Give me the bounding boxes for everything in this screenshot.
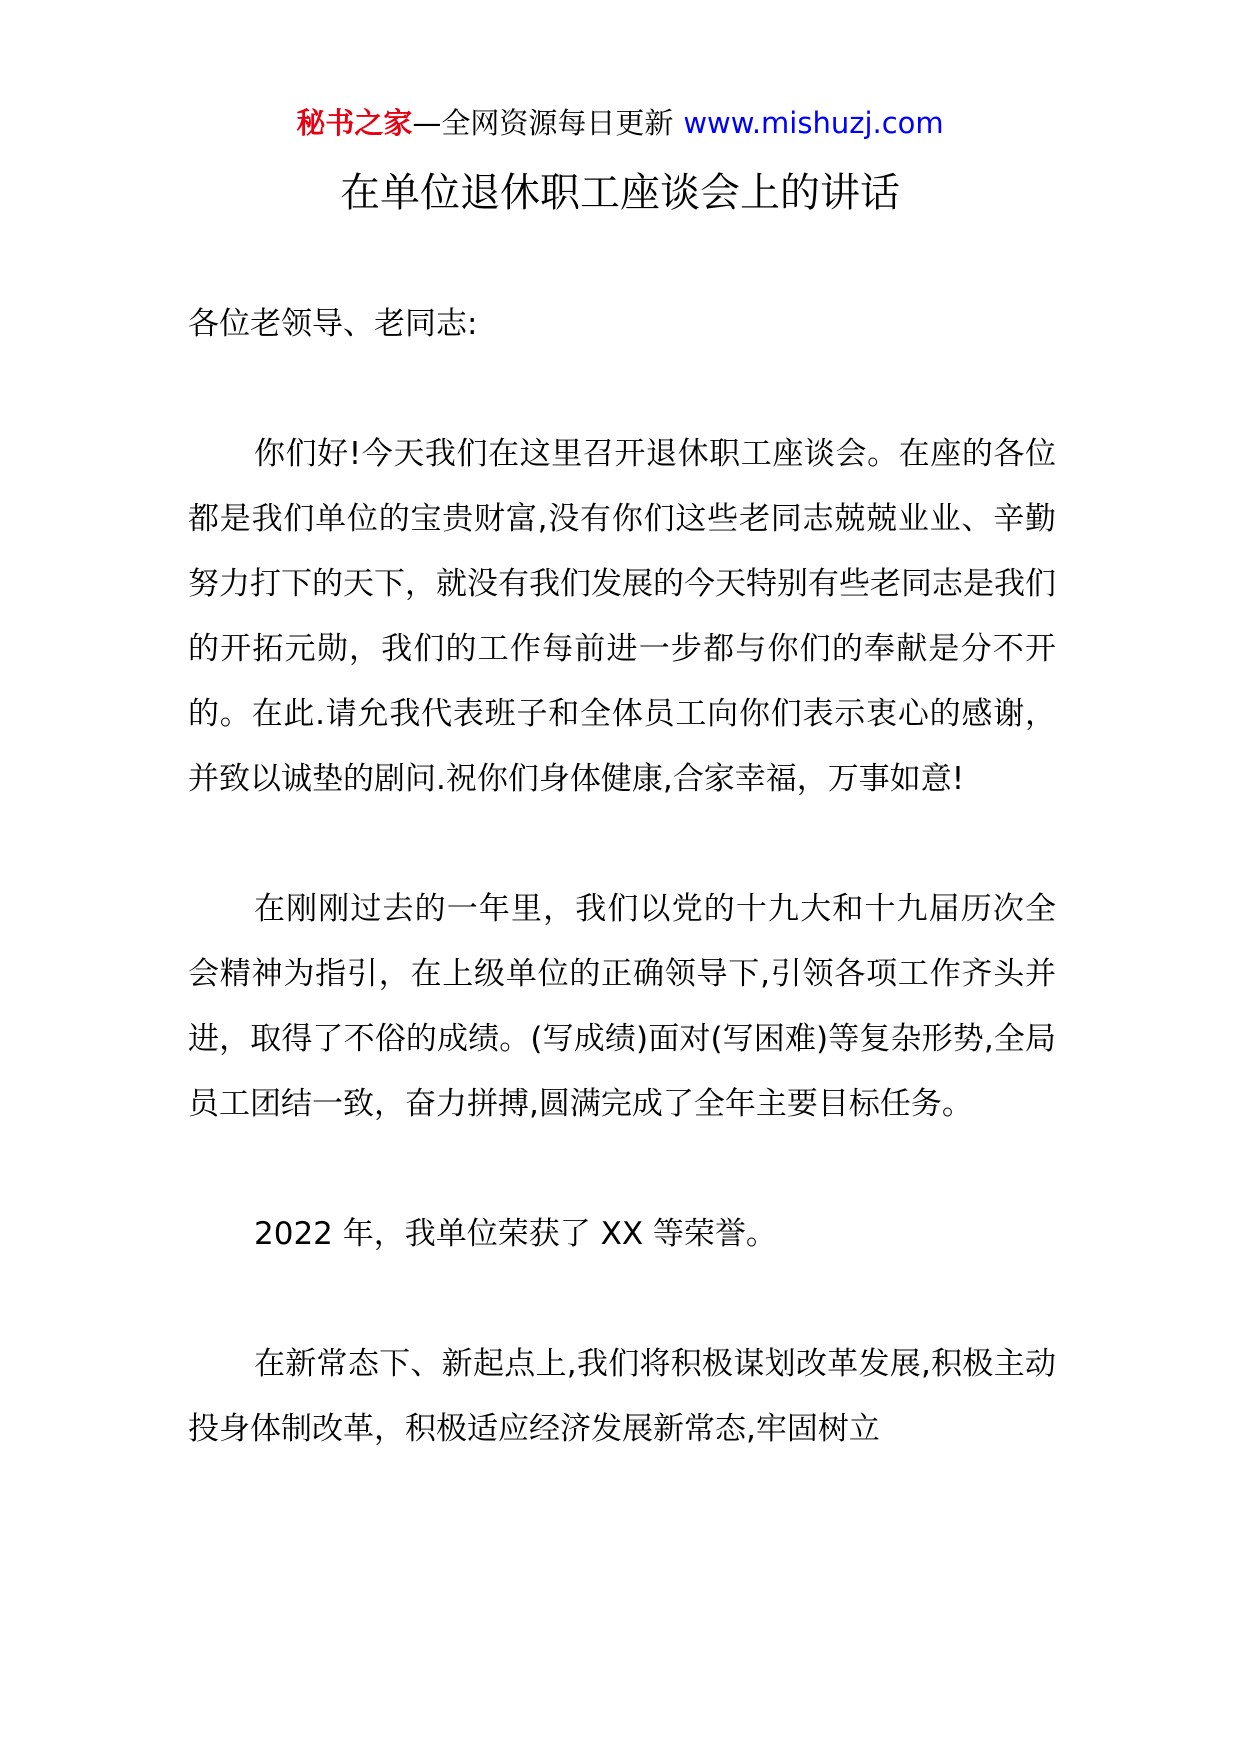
paragraph: 在新常态下、新起点上,我们将积极谋划改革发展,积极主动投身体制改革，积极适应经济发展新常态,牢固树立: [188, 1346, 1056, 1447]
document-body: [188, 292, 1056, 1527]
paragraph: 2022 年，我单位荣获了 XX 等荣誉。: [254, 1216, 777, 1252]
paragraph: 你们好!今天我们在这里召开退休职工座谈会。在座的各位都是我们单位的宝贵财富,没有你们这些老同志兢兢业业、辛勤努力打下的天下，就没有我们发展的今天特别有些老同志是我们的开拓元勋，我们的工作每前进一步都与你们的奉献是分不开的。在此.请允我代表班子和全体员工向你们表示衷心的感谢，并致以诚垫的剧问.祝你们身体健康,合家幸福，万事如意!: [188, 436, 1056, 797]
document-title: 在单位退休职工座谈会上的讲话: [340, 170, 900, 216]
site-url-link[interactable]: www.mishuzj.com: [683, 106, 944, 140]
paragraph: 在刚刚过去的一年里，我们以党的十九大和十九届历次全会精神为指引，在上级单位的正确领导下,引领各项工作齐头并进，取得了不俗的成绩。(写成绩)面对(写困难)等复杂形势,全局员工团结一致，奋力拼搏,圆满完成了全年主要目标任务。: [188, 891, 1056, 1122]
site-tagline: —全网资源每日更新: [412, 106, 674, 140]
site-header: [0, 103, 1240, 143]
brand-name: 秘书之家: [296, 106, 413, 140]
salutation: 各位老领导、老同志:: [188, 306, 478, 342]
